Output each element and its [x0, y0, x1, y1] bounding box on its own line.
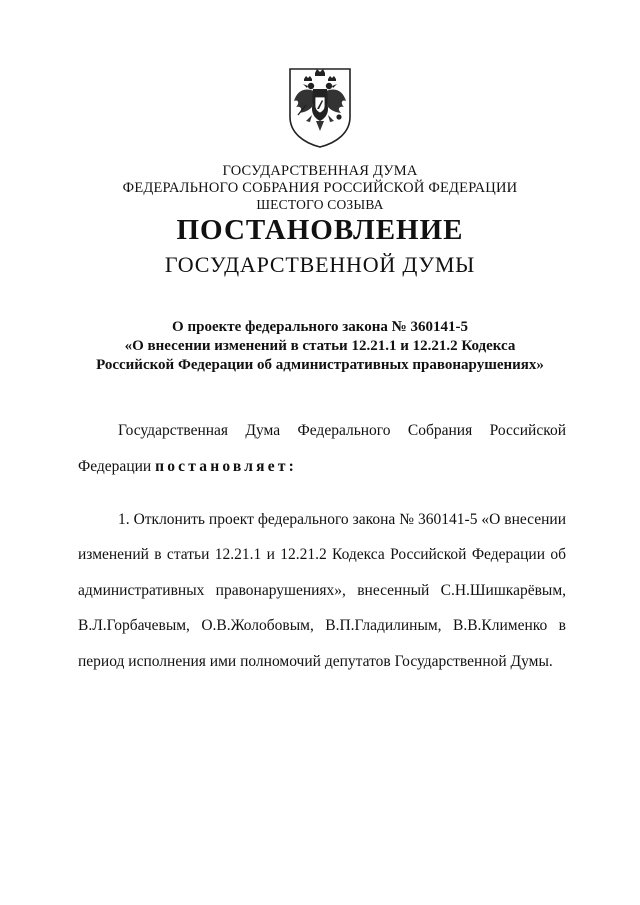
- subject-line-2: «О внесении изменений в статьи 12.21.1 и 12.21.2 Кодекса: [124, 338, 516, 354]
- document-type-title: ПОСТАНОВЛЕНИЕ: [176, 214, 464, 246]
- org-name-line-2: ФЕДЕРАЛЬНОГО СОБРАНИЯ РОССИЙСКОЙ ФЕДЕРАЦИИ: [122, 180, 518, 196]
- preamble-line-2: [78, 458, 566, 476]
- subject-line-3: Российской Федерации об административных правонарушениях»: [96, 357, 544, 373]
- subject-line-1: О проекте федерального закона № 360141-5: [172, 319, 468, 335]
- clause-1-line-1: 1. Отклонить проект федерального закона № 360141-5 «О внесении: [118, 511, 566, 528]
- org-name-line-1: ГОСУДАРСТВЕННАЯ ДУМА: [222, 163, 418, 179]
- document-issuer-title: ГОСУДАРСТВЕННОЙ ДУМЫ: [164, 252, 476, 277]
- russian-coat-of-arms-icon: [284, 65, 356, 149]
- preamble-line-2-start: Федерации: [78, 458, 152, 475]
- convocation-line: ШЕСТОГО СОЗЫВА: [256, 197, 384, 212]
- clause-1-line-5: период исполнения ими полномочий депутатов Государственной Думы.: [78, 653, 553, 670]
- clause-1-line-3: административных правонарушениях», внесенный С.Н.Шишкарёвым,: [78, 582, 566, 599]
- preamble-line-1: Государственная Дума Федерального Собрания Российской: [118, 422, 566, 439]
- clause-1-line-2: изменений в статьи 12.21.1 и 12.21.2 Кодекса Российской Федерации об: [78, 546, 566, 563]
- resolves-keyword: постановляет:: [155, 458, 297, 475]
- clause-1-line-4: В.Л.Горбачевым, О.В.Жолобовым, В.П.Гладилиным, В.В.Клименко в: [78, 617, 566, 634]
